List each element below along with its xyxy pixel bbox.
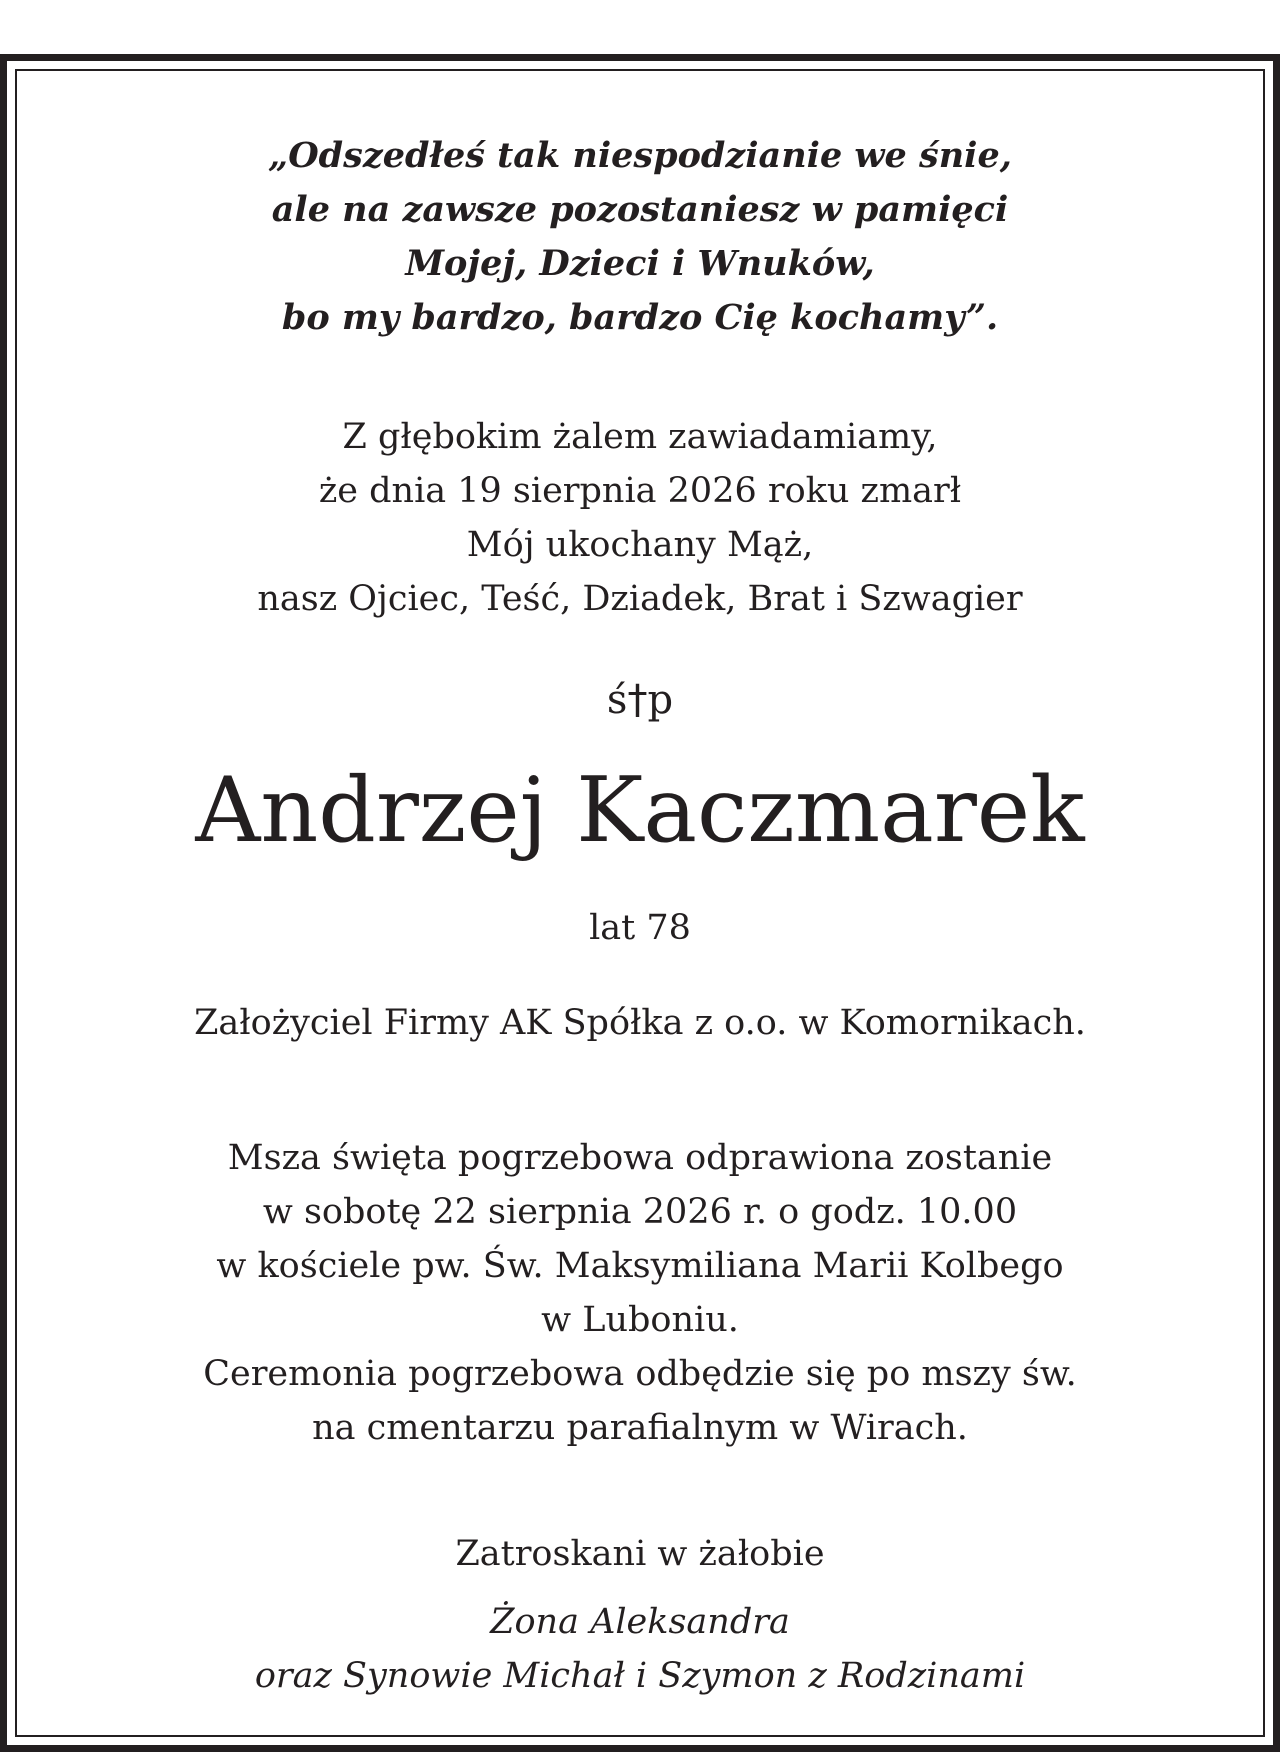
announcement-line-3: Mój ukochany Mąż,	[466, 525, 814, 565]
quote-line-4: bo my bardzo, bardzo Cię kochamy”.	[281, 297, 999, 338]
stp-letter-p: p	[647, 677, 674, 723]
stp-letter-s: ś	[606, 677, 628, 723]
funeral-line-6: na cmentarzu parafialnym w Wirach.	[312, 1408, 968, 1448]
announcement-line-1: Z głębokim żalem zawiadamiamy,	[342, 417, 938, 457]
quote-line-2: ale na zawsze pozostaniesz w pamięci	[271, 189, 1009, 230]
mourners-family	[17, 1595, 1263, 1703]
memorial-quote	[17, 129, 1263, 345]
deceased-age: lat 78	[589, 908, 691, 948]
funeral-line-5: Ceremonia pogrzebowa odbędzie się po mszy św.	[203, 1354, 1077, 1394]
mourners-heading: Zatroskani w żałobie	[455, 1534, 825, 1574]
funeral-line-2: w sobotę 22 sierpnia 2026 r. o godz. 10.00	[262, 1192, 1018, 1232]
deceased-description: Założyciel Firmy AK Spółka z o.o. w Komornikach.	[194, 1003, 1086, 1043]
family-line-1: Żona Aleksandra	[490, 1602, 790, 1642]
family-line-2: oraz Synowie Michał i Szymon z Rodzinami	[254, 1656, 1026, 1696]
cross-icon: †	[627, 677, 648, 723]
announcement-line-2: że dnia 19 sierpnia 2026 roku zmarł	[318, 471, 962, 511]
quote-line-3: Mojej, Dzieci i Wnuków,	[405, 243, 875, 284]
death-announcement	[17, 410, 1263, 626]
quote-line-1: „Odszedłeś tak niespodzianie we śnie,	[268, 135, 1012, 176]
deceased-name: Andrzej Kaczmarek	[195, 758, 1085, 863]
funeral-line-4: w Luboniu.	[541, 1300, 739, 1340]
stp-mark	[17, 675, 1263, 725]
funeral-details	[17, 1131, 1263, 1455]
funeral-line-1: Msza święta pogrzebowa odprawiona zostanie	[227, 1138, 1053, 1178]
funeral-line-3: w kościele pw. Św. Maksymiliana Marii Kolbego	[216, 1246, 1064, 1286]
announcement-line-4: nasz Ojciec, Teść, Dziadek, Brat i Szwagier	[257, 579, 1023, 619]
